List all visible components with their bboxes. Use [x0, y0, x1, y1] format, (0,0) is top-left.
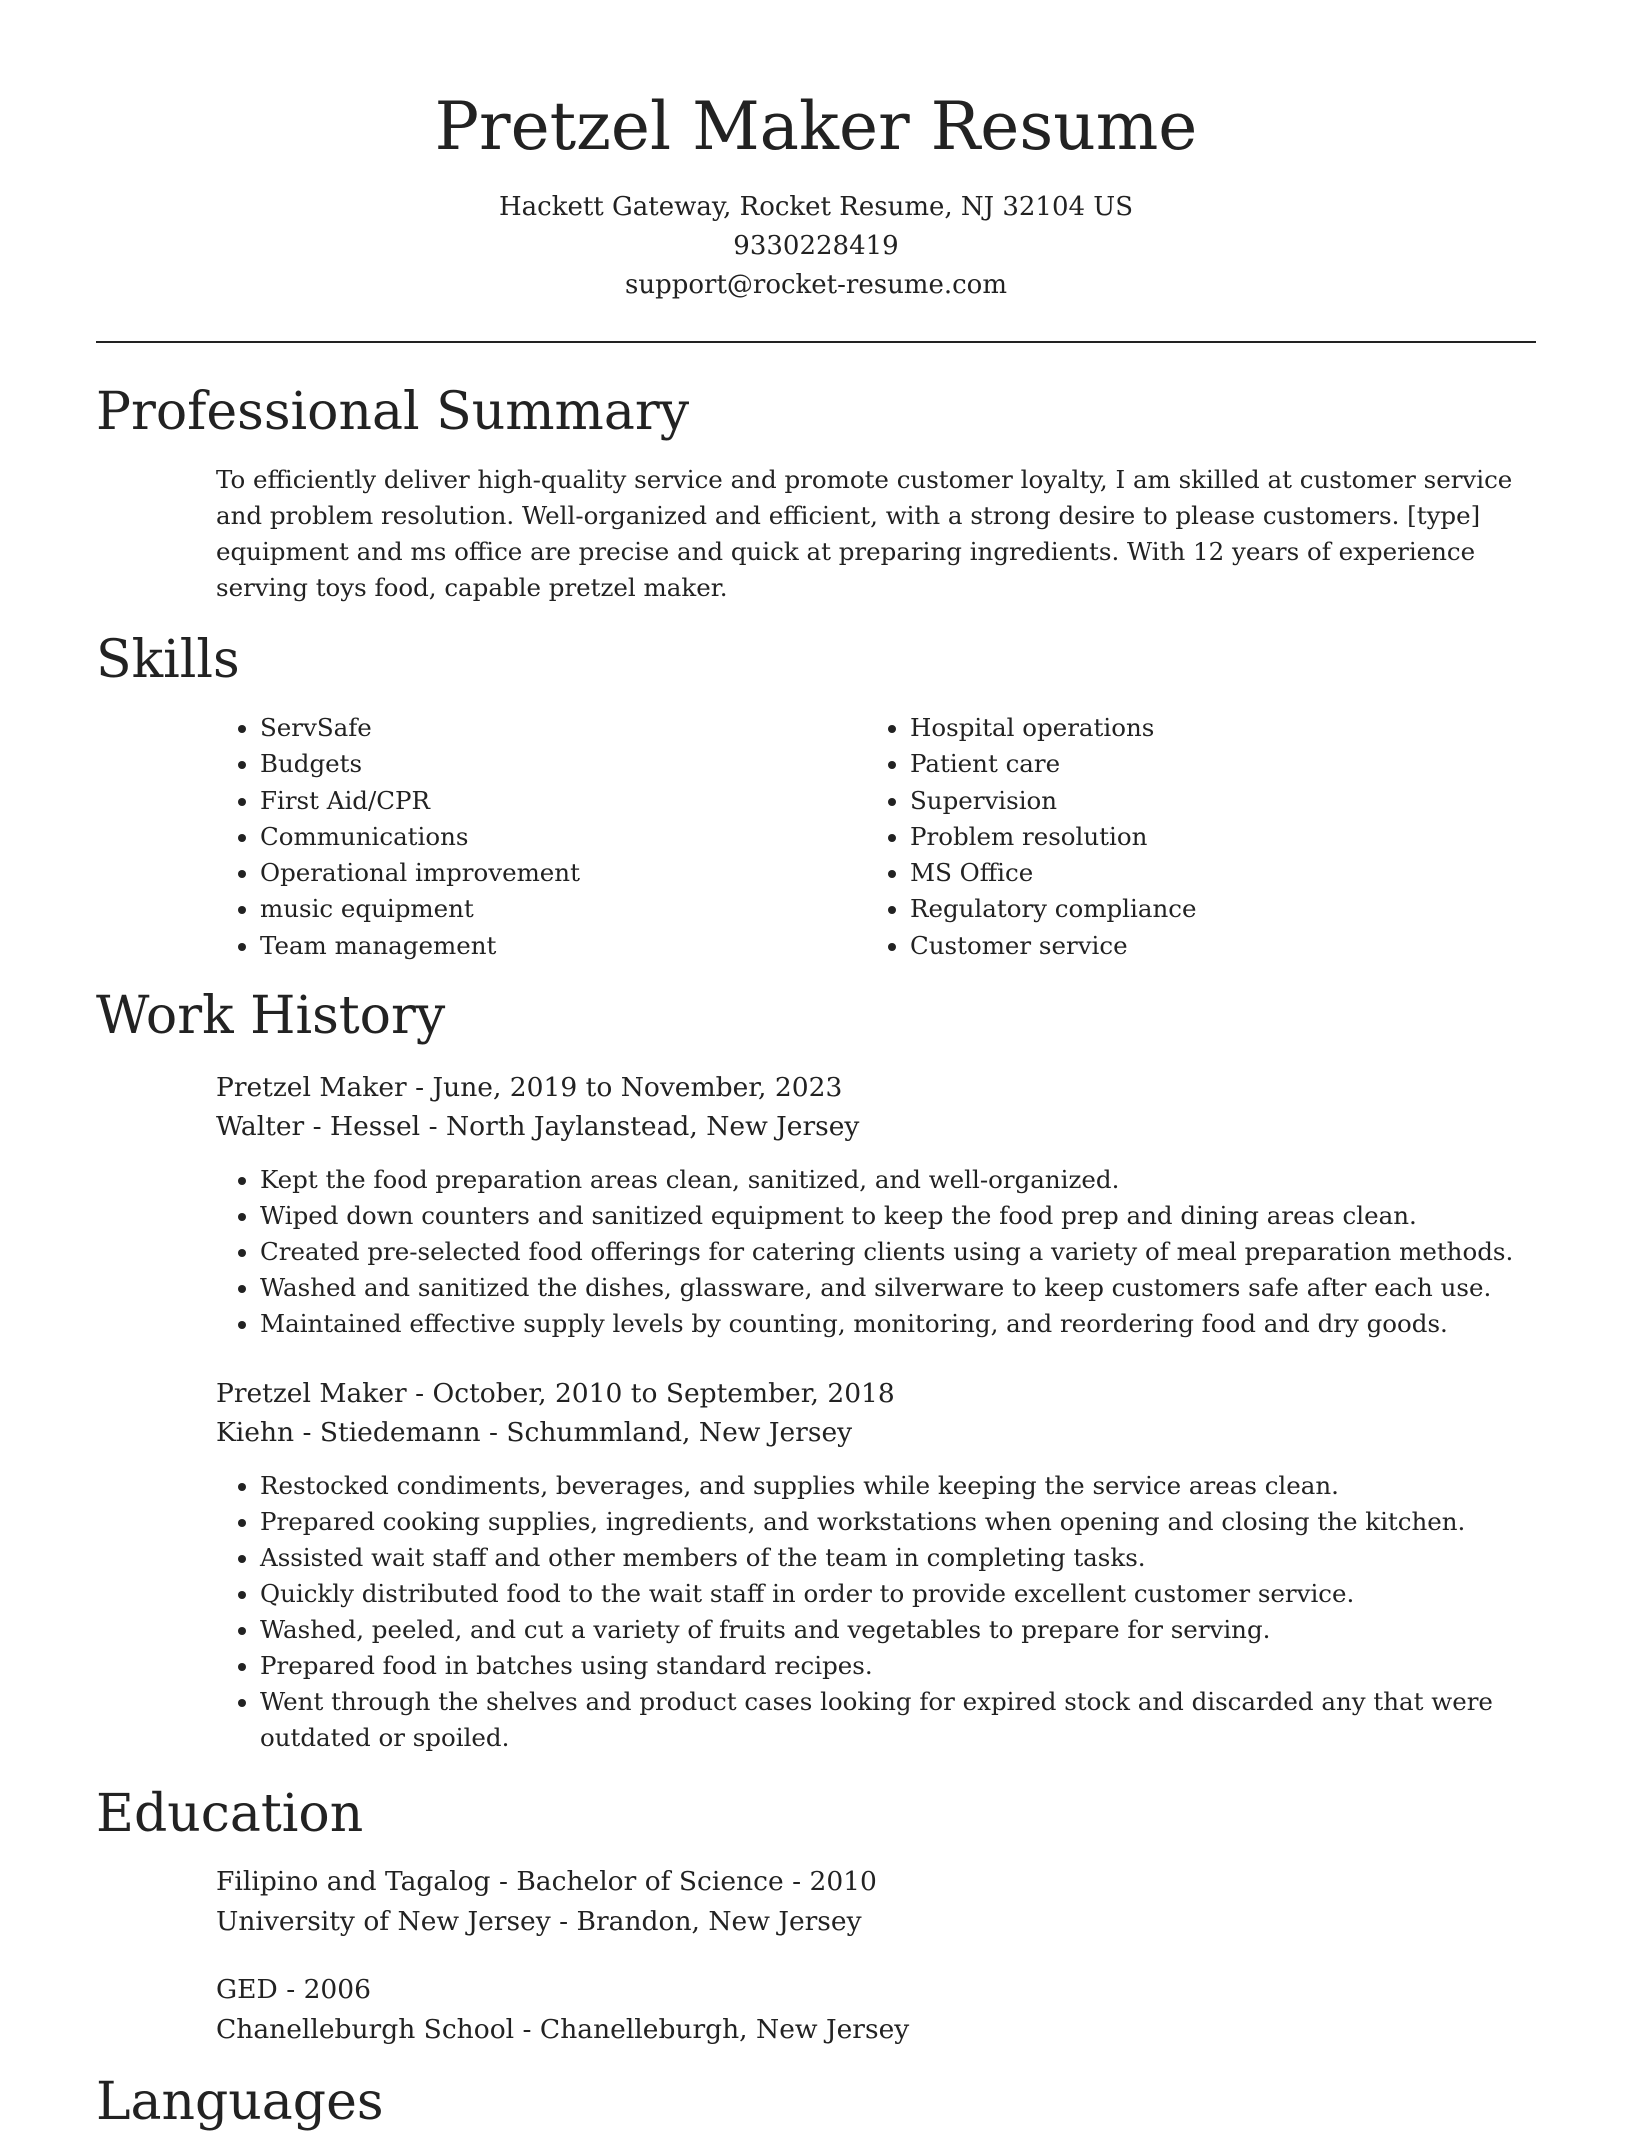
list-item: • Prepared food in batches using standard recipes.: [260, 1648, 1570, 1684]
degree-year: - 2006: [277, 1974, 372, 2005]
skill-item: • MS Office: [910, 855, 1196, 891]
contact-info: [0, 188, 1632, 305]
degree: GED: [216, 1974, 278, 2005]
job-location: - North Jaylanstead, New Jersey: [420, 1111, 860, 1142]
work-history-heading: Work History: [96, 986, 446, 1046]
list-item: • Went through the shelves and product cases looking for expired stock and discarded any that were outdated or spoiled.: [260, 1684, 1570, 1756]
school-location: - Chanelleburgh, New Jersey: [514, 2014, 910, 2045]
list-item: • Wiped down counters and sanitized equipment to keep the food prep and dining areas clean.: [260, 1198, 1570, 1234]
job-company: Kiehn - Stiedemann: [216, 1417, 481, 1448]
list-item: • Kept the food preparation areas clean, sanitized, and well-organized.: [260, 1162, 1570, 1198]
job-dates: - June, 2019 to November, 2023: [406, 1072, 843, 1103]
summary-heading: Professional Summary: [96, 382, 690, 442]
skill-item: • Regulatory compliance: [910, 891, 1196, 927]
school-name: Chanelleburgh School: [216, 2014, 515, 2045]
degree-year: - 2010: [783, 1866, 877, 1897]
skill-item: • Communications: [260, 819, 580, 855]
job-location: - Schummland, New Jersey: [480, 1417, 853, 1448]
list-item: • Restocked condiments, beverages, and supplies while keeping the service areas clean.: [260, 1468, 1570, 1504]
languages-heading: Languages: [96, 2072, 384, 2132]
education-entry-2: [216, 1970, 909, 2050]
resume-title: Pretzel Maker Resume: [434, 88, 1198, 165]
job-company: Walter - Hessel: [216, 1111, 421, 1142]
skill-item: • Operational improvement: [260, 855, 580, 891]
school-name: University of New Jersey: [216, 1906, 551, 1937]
school-location: - Brandon, New Jersey: [550, 1906, 862, 1937]
job-2-header: [216, 1374, 895, 1452]
skill-item: • ServSafe: [260, 710, 580, 746]
list-item: • Quickly distributed food to the wait staff in order to provide excellent customer service.: [260, 1576, 1570, 1612]
skill-item: • Team management: [260, 928, 580, 964]
skills-list-right: [866, 710, 1196, 964]
job-dates: - October, 2010 to September, 2018: [406, 1378, 895, 1409]
phone: 9330228419: [733, 231, 899, 261]
skill-item: • Budgets: [260, 746, 580, 782]
education-entry-1: [216, 1862, 877, 1942]
skill-item: • Supervision: [910, 783, 1196, 819]
skills-heading: Skills: [96, 630, 240, 690]
skill-item: • Customer service: [910, 928, 1196, 964]
job-2-bullets: [216, 1468, 1570, 1756]
skill-item: • First Aid/CPR: [260, 783, 580, 819]
header-divider: [96, 341, 1536, 343]
email: support@rocket-resume.com: [624, 270, 1007, 300]
list-item: • Assisted wait staff and other members of the team in completing tasks.: [260, 1540, 1570, 1576]
skill-item: • Patient care: [910, 746, 1196, 782]
resume-header: [0, 0, 1632, 305]
summary-text: To efficiently deliver high-quality service and promote customer loyalty, I am skilled at customer service and problem resolution. Well-organized and efficient, with a strong desire to please customers. [type] equipment and ms office are precise and quick at preparing ingredients. With 12 years of experience serving toys food, capable pretzel maker.: [216, 465, 1513, 602]
job-1-bullets: [216, 1162, 1570, 1342]
skill-item: • Hospital operations: [910, 710, 1196, 746]
list-item: • Washed and sanitized the dishes, glassware, and silverware to keep customers safe after each use.: [260, 1270, 1570, 1306]
skill-item: • Problem resolution: [910, 819, 1196, 855]
address: Hackett Gateway, Rocket Resume, NJ 32104 US: [498, 192, 1134, 222]
skill-item: • music equipment: [260, 891, 580, 927]
list-item: • Maintained effective supply levels by counting, monitoring, and reordering food and dry goods.: [260, 1306, 1570, 1342]
job-1-header: [216, 1068, 859, 1146]
skills-list-left: [216, 710, 580, 964]
job-title: Pretzel Maker: [216, 1072, 407, 1103]
list-item: • Prepared cooking supplies, ingredients, and workstations when opening and closing the kitchen.: [260, 1504, 1570, 1540]
education-heading: Education: [96, 1784, 364, 1844]
job-title: Pretzel Maker: [216, 1378, 407, 1409]
list-item: • Washed, peeled, and cut a variety of fruits and vegetables to prepare for serving.: [260, 1612, 1570, 1648]
degree: Filipino and Tagalog - Bachelor of Science: [216, 1866, 784, 1897]
list-item: • Created pre-selected food offerings for catering clients using a variety of meal preparation methods.: [260, 1234, 1570, 1270]
